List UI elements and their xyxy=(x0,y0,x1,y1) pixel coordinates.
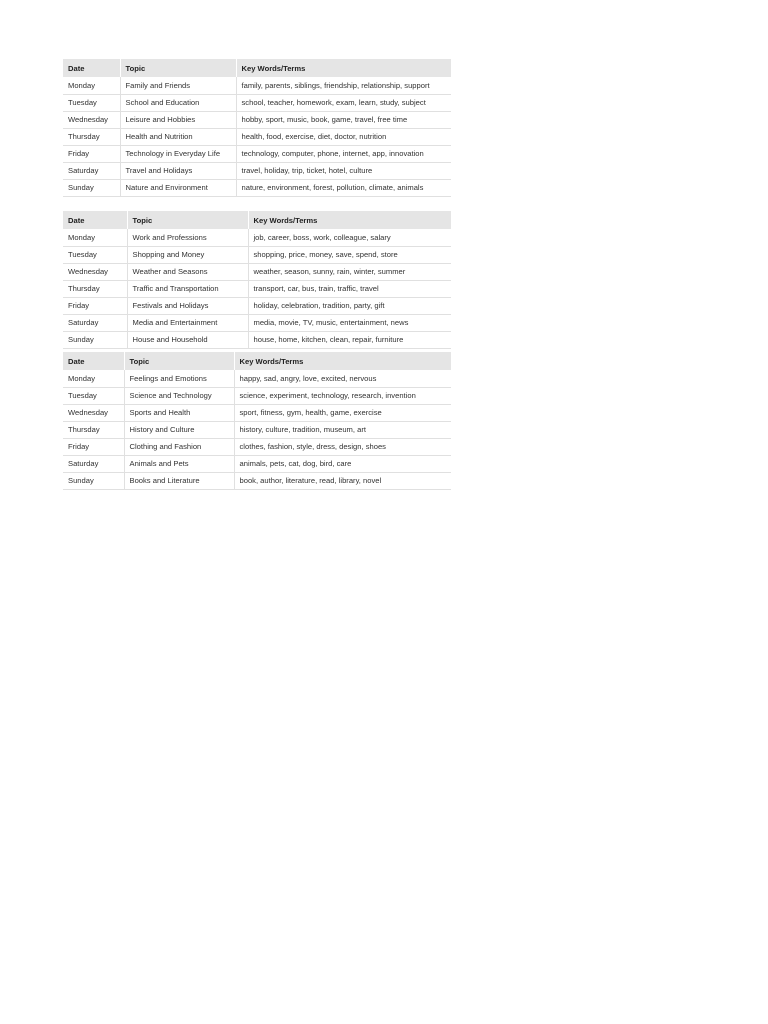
table-row xyxy=(63,455,451,472)
cell-keywords: job, career, boss, work, colleague, salary xyxy=(253,232,391,242)
cell-topic: Sports and Health xyxy=(124,404,234,421)
topic-table-3 xyxy=(63,352,451,490)
table-row xyxy=(63,77,451,94)
cell-keywords: holiday, celebration, tradition, party, gift xyxy=(253,301,385,310)
cell-date: Friday xyxy=(63,297,127,314)
cell-keywords: weather, season, sunny, rain, winter, summer xyxy=(253,267,406,276)
cell-keywords: health, food, exercise, diet, doctor, nutrition xyxy=(241,132,387,141)
cell-date: Monday xyxy=(63,229,127,246)
cell-keywords: history, culture, tradition, museum, art xyxy=(239,425,366,434)
topic-table-2 xyxy=(63,211,451,349)
cell-date: Tuesday xyxy=(63,387,124,404)
cell-topic: Books and Literature xyxy=(124,472,234,489)
table-row xyxy=(63,246,451,263)
cell-date: Tuesday xyxy=(63,246,127,263)
cell-date: Sunday xyxy=(63,472,124,489)
cell-topic: Festivals and Holidays xyxy=(127,297,248,314)
cell-keywords: animals, pets, cat, dog, bird, care xyxy=(239,459,352,468)
table-row xyxy=(63,297,451,314)
cell-topic: Media and Entertainment xyxy=(127,314,248,331)
cell-date: Saturday xyxy=(63,455,124,472)
table-row xyxy=(63,331,451,348)
cell-topic: Health and Nutrition xyxy=(120,128,236,145)
cell-date: Tuesday xyxy=(63,94,120,111)
table-row xyxy=(63,162,451,179)
cell-topic: Family and Friends xyxy=(120,77,236,94)
header-keywords: Key Words/Terms xyxy=(253,215,318,225)
cell-date: Thursday xyxy=(63,280,127,297)
schedule-table xyxy=(63,59,451,197)
table-row xyxy=(63,94,451,111)
table-row xyxy=(63,229,451,246)
cell-date: Wednesday xyxy=(63,263,127,280)
cell-topic: Travel and Holidays xyxy=(120,162,236,179)
table-row xyxy=(63,280,451,297)
table-row xyxy=(63,404,451,421)
cell-topic: Technology in Everyday Life xyxy=(120,145,236,162)
table-row xyxy=(63,128,451,145)
table-row xyxy=(63,179,451,196)
header-date: Date xyxy=(63,59,120,77)
cell-keywords: clothes, fashion, style, dress, design, shoes xyxy=(239,442,386,451)
header-row xyxy=(63,211,451,229)
cell-topic: Traffic and Transportation xyxy=(127,280,248,297)
cell-keywords: technology, computer, phone, internet, app, innovation xyxy=(241,149,424,158)
cell-date: Saturday xyxy=(63,162,120,179)
cell-keywords: family, parents, siblings, friendship, relationship, support xyxy=(241,80,430,90)
cell-date: Thursday xyxy=(63,421,124,438)
header-keywords: Key Words/Terms xyxy=(241,63,306,73)
cell-topic: Nature and Environment xyxy=(120,179,236,196)
cell-topic: Shopping and Money xyxy=(127,246,248,263)
cell-date: Monday xyxy=(63,370,124,387)
cell-topic: Weather and Seasons xyxy=(127,263,248,280)
header-topic: Topic xyxy=(127,211,248,229)
cell-keywords: media, movie, TV, music, entertainment, news xyxy=(253,318,409,327)
cell-topic: Feelings and Emotions xyxy=(124,370,234,387)
cell-date: Thursday xyxy=(63,128,120,145)
cell-date: Wednesday xyxy=(63,404,124,421)
cell-keywords: transport, car, bus, train, traffic, travel xyxy=(253,284,379,293)
cell-keywords: hobby, sport, music, book, game, travel, free time xyxy=(241,115,408,124)
header-topic: Topic xyxy=(120,59,236,77)
table-row xyxy=(63,263,451,280)
cell-topic: Animals and Pets xyxy=(124,455,234,472)
cell-date: Saturday xyxy=(63,314,127,331)
table-row xyxy=(63,438,451,455)
cell-keywords: school, teacher, homework, exam, learn, study, subject xyxy=(241,98,426,107)
table-row xyxy=(63,111,451,128)
cell-date: Wednesday xyxy=(63,111,120,128)
cell-keywords: travel, holiday, trip, ticket, hotel, culture xyxy=(241,166,373,175)
cell-topic: Work and Professions xyxy=(127,229,248,246)
schedule-table xyxy=(63,211,451,349)
header-date: Date xyxy=(63,352,124,370)
table-row xyxy=(63,314,451,331)
header-row xyxy=(63,352,451,370)
table-row xyxy=(63,472,451,489)
cell-date: Sunday xyxy=(63,331,127,348)
cell-keywords: house, home, kitchen, clean, repair, furniture xyxy=(253,335,404,344)
header-keywords: Key Words/Terms xyxy=(239,356,304,366)
topic-table-1 xyxy=(63,59,451,197)
cell-date: Monday xyxy=(63,77,120,94)
header-topic: Topic xyxy=(124,352,234,370)
cell-keywords: science, experiment, technology, research, invention xyxy=(239,391,416,400)
cell-keywords: shopping, price, money, save, spend, store xyxy=(253,250,398,259)
cell-keywords: nature, environment, forest, pollution, climate, animals xyxy=(241,183,424,192)
cell-keywords: sport, fitness, gym, health, game, exercise xyxy=(239,408,382,417)
cell-keywords: happy, sad, angry, love, excited, nervous xyxy=(239,373,377,383)
header-row xyxy=(63,59,451,77)
cell-date: Sunday xyxy=(63,179,120,196)
cell-topic: Science and Technology xyxy=(124,387,234,404)
table-row xyxy=(63,421,451,438)
cell-topic: Leisure and Hobbies xyxy=(120,111,236,128)
header-date: Date xyxy=(63,211,127,229)
table-row xyxy=(63,387,451,404)
table-row xyxy=(63,145,451,162)
cell-date: Friday xyxy=(63,438,124,455)
table-row xyxy=(63,370,451,387)
cell-topic: History and Culture xyxy=(124,421,234,438)
schedule-table xyxy=(63,352,451,490)
cell-date: Friday xyxy=(63,145,120,162)
cell-keywords: book, author, literature, read, library, novel xyxy=(239,476,382,485)
cell-topic: House and Household xyxy=(127,331,248,348)
cell-topic: School and Education xyxy=(120,94,236,111)
cell-topic: Clothing and Fashion xyxy=(124,438,234,455)
